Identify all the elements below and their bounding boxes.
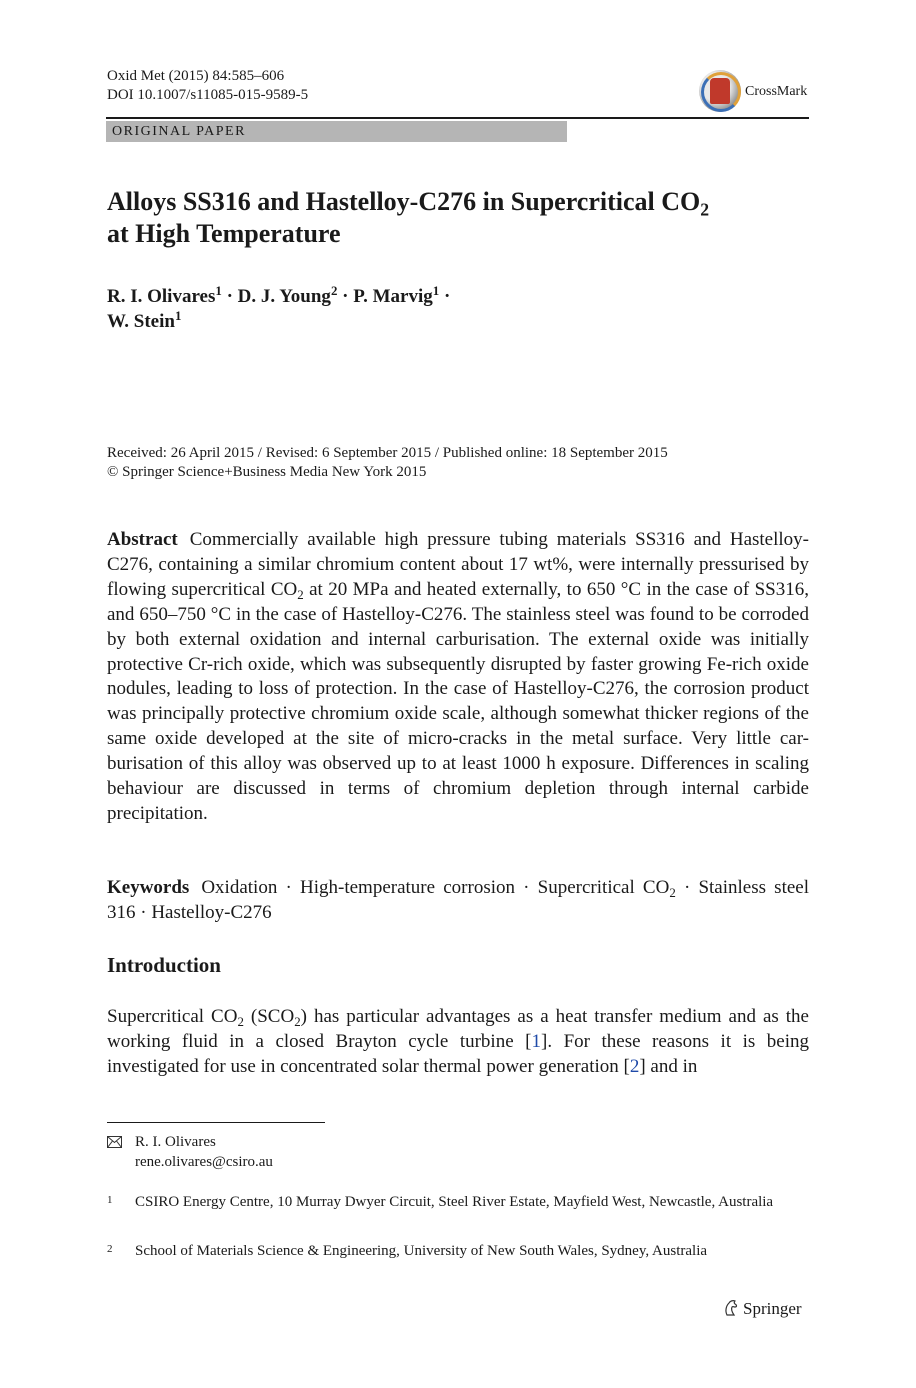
author-affil-mark: 1 [174, 307, 182, 323]
keywords-text: Oxidation · High-temperature corrosion · Supercritical CO [201, 877, 670, 898]
author-affil-mark: 1 [215, 282, 222, 298]
co2-subscript: 2 [669, 884, 676, 900]
citation-link-1[interactable]: 1 [531, 1030, 541, 1052]
paper-type-banner: ORIGINAL PAPER [106, 121, 567, 142]
section-heading-introduction: Introduction [107, 953, 221, 977]
publication-history [107, 444, 817, 482]
abstract-label: Abstract [107, 529, 178, 550]
keywords-text-cont: · Stainless steel 316 · Hastelloy-C276 [107, 877, 809, 923]
author-separator: · [439, 286, 451, 307]
intro-text: ] and in [639, 1055, 698, 1077]
keywords-label: Keywords [107, 877, 190, 898]
title-line2: at High Temperature [107, 219, 341, 248]
intro-text: Supercritical CO [107, 1006, 238, 1027]
crossmark-icon [699, 70, 741, 112]
title-line1: Alloys SS316 and Hastelloy-C276 in Supercritical CO [107, 187, 701, 216]
header-rule [106, 117, 809, 119]
intro-text: ) has particular advantages as a heat transfer medium and as the working fluid in a closed Brayton cycle turbine [ [107, 1006, 809, 1052]
abstract-text-cont: at 20 MPa and heated externally, to 650 °C in the case of SS316, and 650–750 °C in the case of Hastelloy-C276. The stainless steel was found to be corroded by both external oxidation and internal carburisation. The external oxide was initially protective Cr-rich oxide, which was subsequently disrupted by faster growing Fe-rich oxide nodules, leading to loss of protection. In the case of Hastelloy-C276, the corrosion product was principally protective chromium oxide scale, although somewhat thicker regions of the same oxide developed at the site of micro-cracks in the metal surface. Very little car-burisation of this alloy was observed up to at least 1000 h exposure. Differences in scaling behaviour are discussed in terms of chromium depletion through internal carbide precipitation. [107, 578, 809, 824]
author-name[interactable]: D. J. Young [237, 286, 331, 307]
affiliation-number: 1 [107, 1194, 113, 1206]
author-name[interactable]: R. I. Olivares [107, 286, 216, 307]
publisher-name: Springer [743, 1299, 802, 1318]
author-separator: · [337, 286, 354, 307]
corresponding-name: R. I. Olivares [135, 1134, 216, 1150]
intro-text: (SCO [243, 1006, 295, 1027]
envelope-icon [107, 1135, 122, 1155]
co2-subscript: 2 [237, 1013, 244, 1029]
copyright-line: © Springer Science+Business Media New York 2015 [107, 464, 427, 480]
springer-horse-icon [722, 1299, 740, 1317]
corresponding-email[interactable]: rene.olivares@csiro.au [135, 1153, 273, 1170]
introduction-paragraph [107, 1005, 809, 1080]
author-separator: · [221, 286, 238, 307]
abstract [107, 528, 809, 827]
crossmark-badge[interactable] [699, 70, 811, 114]
author-list [107, 284, 807, 334]
journal-citation: Oxid Met (2015) 84:585–606 [107, 68, 285, 84]
crossmark-label: CrossMark [745, 84, 808, 99]
affiliation-number: 2 [107, 1243, 113, 1255]
publisher-logo [722, 1299, 802, 1319]
citation-link-2[interactable]: 2 [629, 1055, 640, 1077]
doi[interactable]: DOI 10.1007/s11085-015-9589-5 [107, 87, 309, 103]
dates-line: Received: 26 April 2015 / Revised: 6 September 2015 / Published online: 18 September 2015 [107, 445, 668, 461]
affiliation-text: CSIRO Energy Centre, 10 Murray Dwyer Circuit, Steel River Estate, Mayfield West, Newcastle, Australia [135, 1194, 774, 1210]
affiliation-text: School of Materials Science & Engineering, University of New South Wales, Sydney, Australia [135, 1243, 708, 1259]
footnote-rule [107, 1122, 325, 1123]
author-name[interactable]: P. Marvig [353, 286, 433, 307]
intro-text: ]. For these reasons it is being investigated for use in concentrated solar thermal power generation [ [107, 1030, 810, 1077]
co2-subscript: 2 [294, 1013, 301, 1029]
title-subscript: 2 [700, 199, 710, 220]
author-affil-mark: 1 [432, 282, 440, 298]
co2-subscript: 2 [297, 586, 304, 602]
article-title [107, 186, 807, 250]
abstract-text: Commercially available high pressure tubing materials SS316 and Hastelloy-C276, containing a similar chromium content about 17 wt%, were internally pressurised by flowing supercritical CO [107, 529, 809, 600]
journal-info [107, 67, 308, 105]
keywords [107, 876, 809, 926]
author-affil-mark: 2 [330, 282, 338, 298]
author-name[interactable]: W. Stein [107, 311, 175, 332]
